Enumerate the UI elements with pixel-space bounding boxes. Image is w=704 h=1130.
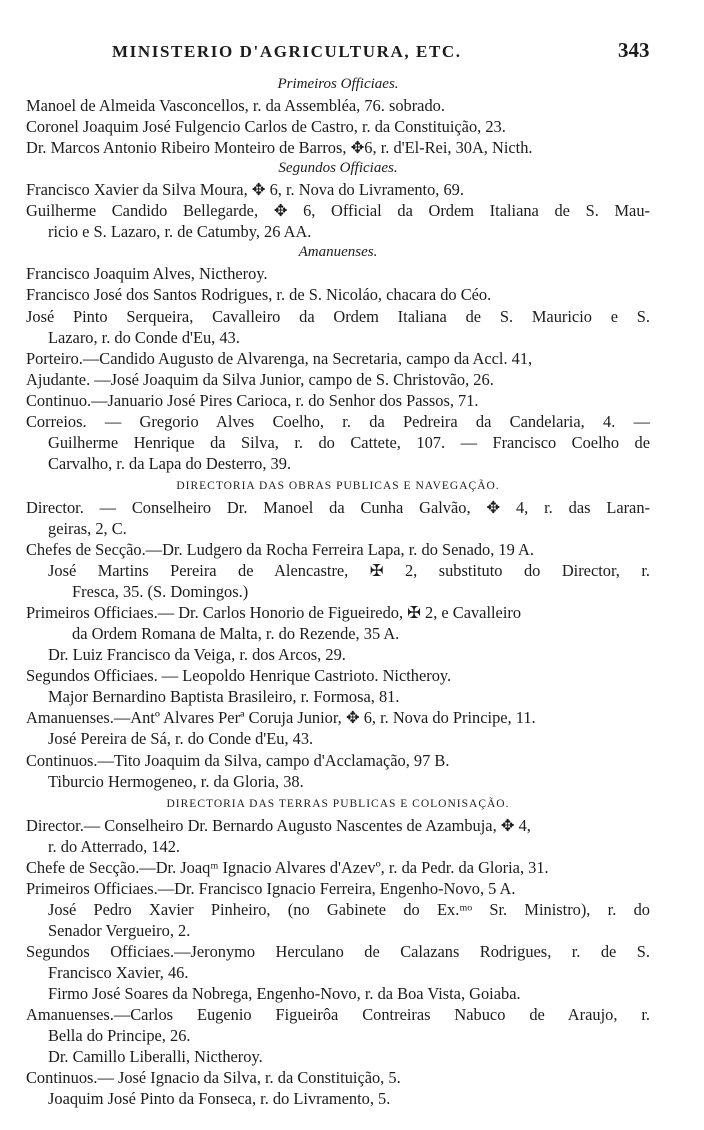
text-line: Francisco José dos Santos Rodrigues, r. de S. Nicoláo, chacara do Céo. [26, 285, 492, 305]
directory-text [26, 74, 650, 1109]
section-heading: Segundos Officiaes. [278, 160, 398, 177]
text-line: Chefe de Secção.—Dr. Joaqᵐ Ignacio Alvares d'Azevº, r. da Pedr. da Gloria, 31. [26, 857, 549, 877]
text-line: Chefes de Secção.—Dr. Ludgero da Rocha Ferreira Lapa, r. do Senado, 19 A. [26, 540, 534, 560]
section-heading: DIRECTORIA DAS OBRAS PUBLICAS E NAVEGAÇÃO. [176, 479, 500, 492]
text-line: Amanuenses.—Antº Alvares Perª Coruja Junior, ✥ 6, r. Nova do Principe, 11. [26, 708, 536, 728]
text-line: Carvalho, r. da Lapa do Desterro, 39. [48, 453, 292, 473]
running-title: MINISTERIO D'AGRICULTURA, ETC. [112, 42, 462, 61]
text-line: Primeiros Officiaes.—Dr. Francisco Ignacio Ferreira, Engenho-Novo, 5 A. [26, 878, 516, 898]
text-line: José Martins Pereira de Alencastre, ✠ 2, substituto do Director, r. [48, 561, 650, 581]
text-line: r. do Atterrado, 142. [48, 836, 181, 856]
text-line: Major Bernardino Baptista Brasileiro, r. Formosa, 81. [48, 687, 400, 707]
text-line: geiras, 2, C. [48, 518, 127, 538]
text-line: Dr. Marcos Antonio Ribeiro Monteiro de Barros, ✥6, r. d'El-Rei, 30A, Nicth. [26, 138, 533, 158]
text-line: Francisco Xavier da Silva Moura, ✥ 6, r. Nova do Livramento, 69. [26, 180, 464, 200]
text-line: Senador Vergueiro, 2. [48, 920, 191, 940]
text-line: Guilherme Candido Bellegarde, ✥ 6, Official da Ordem Italiana de S. Mau- [26, 201, 650, 221]
text-line: Dr. Luiz Francisco da Veiga, r. dos Arcos, 29. [48, 645, 346, 665]
text-line: Joaquim José Pinto da Fonseca, r. do Livramento, 5. [48, 1089, 391, 1109]
text-line: Dr. Camillo Liberalli, Nictheroy. [48, 1047, 263, 1067]
text-line: Coronel Joaquim José Fulgencio Carlos de Castro, r. da Constituição, 23. [26, 117, 506, 137]
text-line: José Pedro Xavier Pinheiro, (no Gabinete do Ex.ᵐᵒ Sr. Ministro), r. do [48, 899, 650, 919]
text-line: Manoel de Almeida Vasconcellos, r. da Assembléa, 76. sobrado. [26, 96, 445, 116]
text-line: Porteiro.—Candido Augusto de Alvarenga, na Secretaria, campo da Accl. 41, [26, 348, 533, 368]
text-line: José Pereira de Sá, r. do Conde d'Eu, 43. [48, 729, 314, 749]
text-line: Primeiros Officiaes.— Dr. Carlos Honorio de Figueiredo, ✠ 2, e Cavalleiro [26, 603, 522, 623]
text-line: Fresca, 35. (S. Domingos.) [72, 582, 249, 602]
page-number: 343 [618, 38, 650, 62]
text-line: Tiburcio Hermogeneo, r. da Gloria, 38. [48, 771, 304, 791]
text-line: Correios. — Gregorio Alves Coelho, r. da Pedreira da Candelaria, 4. — [26, 411, 650, 431]
text-line: José Pinto Serqueira, Cavalleiro da Ordem Italiana de S. Mauricio e S. [26, 306, 650, 326]
text-line: Ajudante. —José Joaquim da Silva Junior, campo de S. Christovão, 26. [26, 369, 494, 389]
text-line: Director.— Conselheiro Dr. Bernardo Augusto Nascentes de Azambuja, ✥ 4, [26, 815, 531, 835]
text-line: Guilherme Henrique da Silva, r. do Cattete, 107. — Francisco Coelho de [48, 432, 650, 452]
text-line: ricio e S. Lazaro, r. de Catumby, 26 AA. [48, 222, 312, 242]
text-line: Segundos Officiaes. — Leopoldo Henrique Castrioto. Nictheroy. [26, 666, 452, 686]
text-line: Director. — Conselheiro Dr. Manoel da Cunha Galvão, ✥ 4, r. das Laran- [26, 497, 650, 517]
page-header [0, 28, 704, 62]
text-line: Continuos.—Tito Joaquim da Silva, campo d'Acclamação, 97 B. [26, 750, 450, 770]
section-heading: Primeiros Officiaes. [277, 76, 399, 92]
text-line: da Ordem Romana de Malta, r. do Rezende, 35 A. [72, 624, 400, 644]
text-line: Bella do Principe, 26. [48, 1026, 191, 1046]
text-line: Francisco Joaquim Alves, Nictheroy. [26, 264, 268, 284]
text-line: Continuos.— José Ignacio da Silva, r. da Constituição, 5. [26, 1068, 401, 1088]
text-line: Lazaro, r. do Conde d'Eu, 43. [48, 327, 240, 347]
text-line: Segundos Officiaes.—Jeronymo Herculano de Calazans Rodrigues, r. de S. [26, 941, 650, 961]
text-line: Amanuenses.—Carlos Eugenio Figueirôa Contreiras Nabuco de Araujo, r. [26, 1005, 650, 1025]
text-line: Firmo José Soares da Nobrega, Engenho-Novo, r. da Boa Vista, Goiaba. [48, 984, 521, 1004]
section-heading: Amanuenses. [298, 244, 378, 261]
text-line: Francisco Xavier, 46. [48, 962, 189, 982]
text-line: Continuo.—Januario José Pires Carioca, r. do Senhor dos Passos, 71. [26, 390, 479, 410]
section-heading: DIRECTORIA DAS TERRAS PUBLICAS E COLONISAÇÃO. [166, 797, 510, 810]
